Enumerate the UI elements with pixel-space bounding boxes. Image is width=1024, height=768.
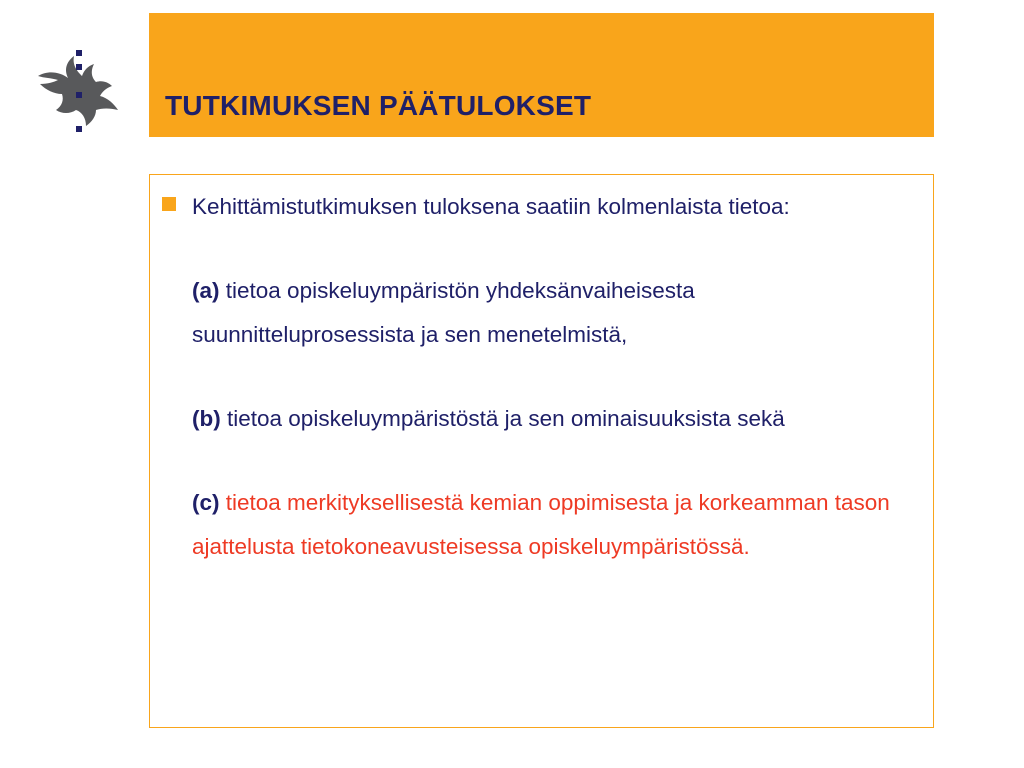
logo-dot-2 xyxy=(76,64,82,70)
logo-dot-3 xyxy=(76,92,82,98)
item-a-text: tietoa opiskeluympäristön yhdeksänvaiheisesta suunnitteluprosessista ja sen menetelmistä, xyxy=(192,278,695,347)
item-c-label: (c) xyxy=(192,490,220,515)
item-b-text: tietoa opiskeluympäristöstä ja sen ominaisuuksista sekä xyxy=(227,406,785,431)
university-flame-logo-icon xyxy=(30,40,130,140)
header-band xyxy=(149,13,934,137)
spacer xyxy=(192,357,912,397)
item-b xyxy=(192,397,912,441)
flame-logo-graphic xyxy=(30,40,130,140)
intro-text: Kehittämistutkimuksen tuloksena saatiin kolmenlaista tietoa: xyxy=(192,194,790,219)
item-c-text: tietoa merkityksellisestä kemian oppimisesta ja korkeamman tason ajattelusta tietokoneavusteisessa opiskeluympäristössä. xyxy=(192,490,890,559)
item-b-label: (b) xyxy=(192,406,221,431)
item-c xyxy=(192,481,912,569)
logo-dot-1 xyxy=(76,50,82,56)
spacer xyxy=(192,229,912,269)
logo-dot-4 xyxy=(76,126,82,132)
item-a-label: (a) xyxy=(192,278,220,303)
text-block xyxy=(192,185,912,569)
square-bullet-icon xyxy=(162,197,176,211)
slide-title: TUTKIMUKSEN PÄÄTULOKSET xyxy=(165,90,592,121)
spacer xyxy=(192,441,912,481)
content-box xyxy=(149,174,934,728)
item-a xyxy=(192,269,912,357)
